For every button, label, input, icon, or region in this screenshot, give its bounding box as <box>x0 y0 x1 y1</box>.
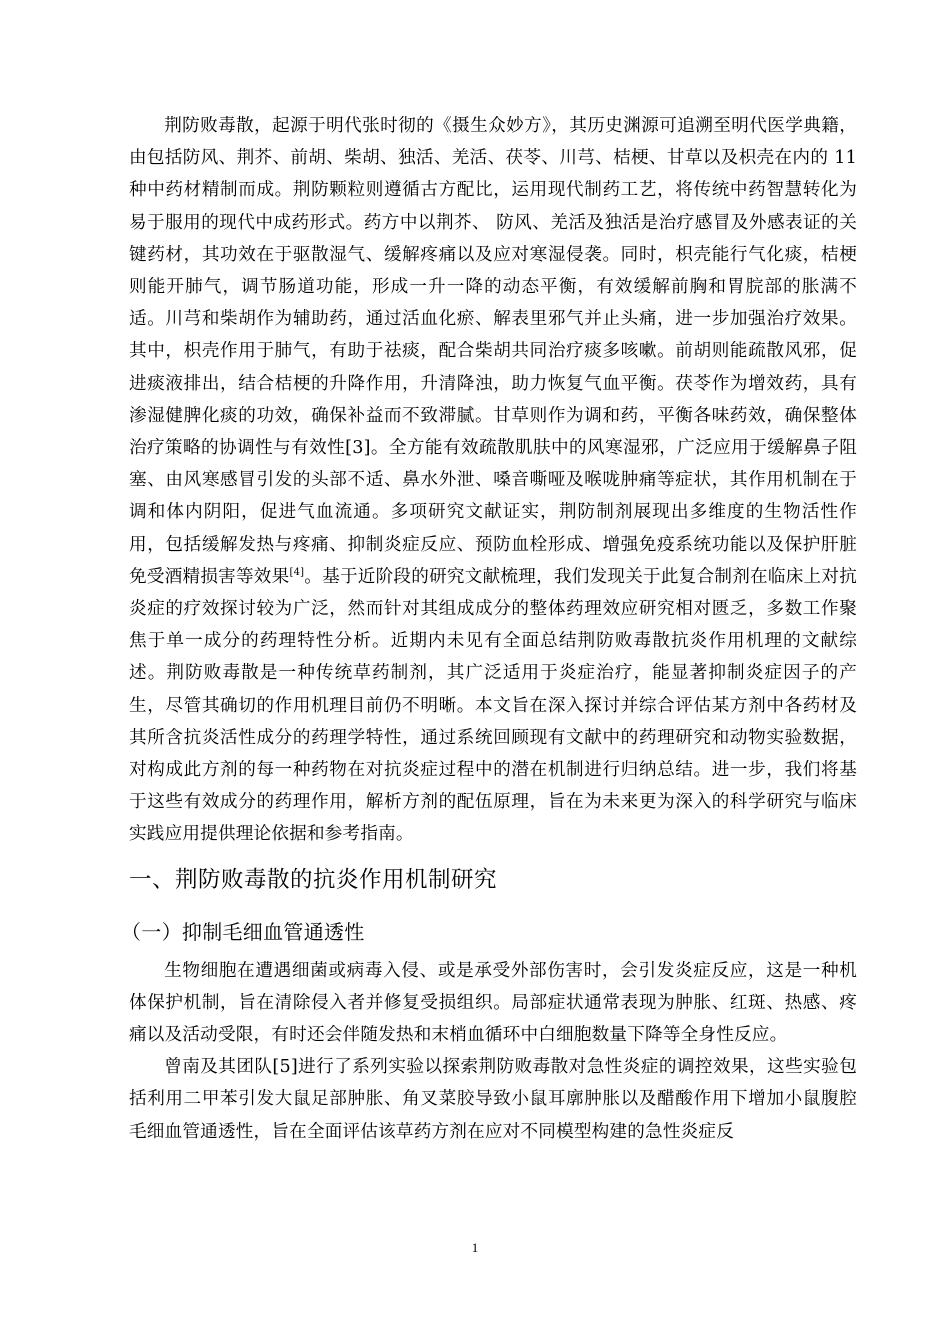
intro-paragraph <box>129 110 857 851</box>
intro-text: 荆防败毒散，起源于明代张时彻的《摄生众妙方》，其历史渊源可追溯至明代医学典籍，由包括防风、荆芥、前胡、柴胡、独活、羌活、茯苓、川芎、桔梗、甘草以及枳壳在内的 11 种中药材精制而成。荆防颗粒则遵循古方配比，运用现代制药工艺，将传统中药智慧转化为易于服用的现代中成药形式。药方中以荆芥、 防风、羌活及独活是治疗感冒及外感表证的关键药材，其功效在于驱散湿气、缓解疼痛以及应对寒湿侵袭。同时，枳壳能行气化痰，桔梗则能开肺气，调节肠道功能，形成一升一降的动态平衡，有效缓解前胸和胃脘部的胀满不适。川芎和柴胡作为辅助药，通过活血化瘀、解表里邪气并止头痛，进一步加强治疗效果。其中，枳壳作用于肺气，有助于祛痰，配合柴胡共同治疗痰多咳嗽。前胡则能疏散风邪，促进痰液排出，结合桔梗的升降作用，升清降浊，助力恢复气血平衡。茯苓作为增效药，具有渗湿健脾化痰的功效，确保补益而不致滞腻。甘草则作为调和药，平衡各味药效，确保整体治疗策略的协调性与有效性[3]。全方能有效疏散肌肤中的风寒湿邪，广泛应用于缓解鼻子阻塞、由风寒感冒引发的头部不适、鼻水外泄、嗓音嘶哑及喉咙肿痛等症状，其作用机制在于调和体内阴阳，促进气血流通。多项研究文献证实，荆防制剂展现出多维度的生物活性作用，包括缓解发热与疼痛、抑制炎症反应、预防血栓形成、增强免疫系统功能以及保护肝脏免受酒精损害等效果 <box>129 116 857 587</box>
citation-superscript: [4] <box>289 566 305 578</box>
section-heading: 一、荆防败毒散的抗炎作用机制研究 <box>129 866 498 893</box>
document-body <box>121 110 857 1148</box>
page-number: 1 <box>471 1240 479 1255</box>
subsection-heading: （一）抑制毛细血管通透性 <box>121 919 365 944</box>
body-paragraph-inflammation: 生物细胞在遭遇细菌或病毒入侵、或是承受外部伤害时，会引发炎症反应，这是一种机体保护机制，旨在清除侵入者并修复受损组织。局部症状通常表现为肿胀、红斑、热感、疼痛以及活动受限，有时还会伴随发热和末梢血循环中白细胞数量下降等全身性反应。 <box>129 960 857 1046</box>
intro-text-tail: 。基于近阶段的研究文献梳理，我们发现关于此复合制剂在临床上对抗炎症的疗效探讨较为广泛，然而针对其组成成分的整体药理效应研究相对匮乏，多数工作聚焦于单一成分的药理特性分析。近期内未见有全面总结荆防败毒散抗炎作用机理的文献综述。荆防败毒散是一种传统草药制剂，其广泛适用于炎症治疗，能显著抑制炎症因子的产生，尽管其确切的作用机理目前仍不明晰。本文旨在深入探讨并综合评估某方剂中各药材及其所含抗炎活性成分的药理学特性，通过系统回顾现有文献中的药理研究和动物实验数据，对构成此方剂的每一种药物在对抗炎症过程中的潜在机制进行归纳总结。进一步，我们将基于这些有效成分的药理作用，解析方剂的配伍原理，旨在为未来更为深入的科学研究与临床实践应用提供理论依据和参考指南。 <box>129 566 857 845</box>
body-paragraph-experiments: 曾南及其团队[5]进行了系列实验以探索荆防败毒散对急性炎症的调控效果，这些实验包括利用二甲苯引发大鼠足部肿胀、角叉菜胶导致小鼠耳廓肿胀以及醋酸作用下增加小鼠腹腔毛细血管通透性，旨在全面评估该草药方剂在应对不同模型构建的急性炎症反 <box>129 1057 857 1142</box>
